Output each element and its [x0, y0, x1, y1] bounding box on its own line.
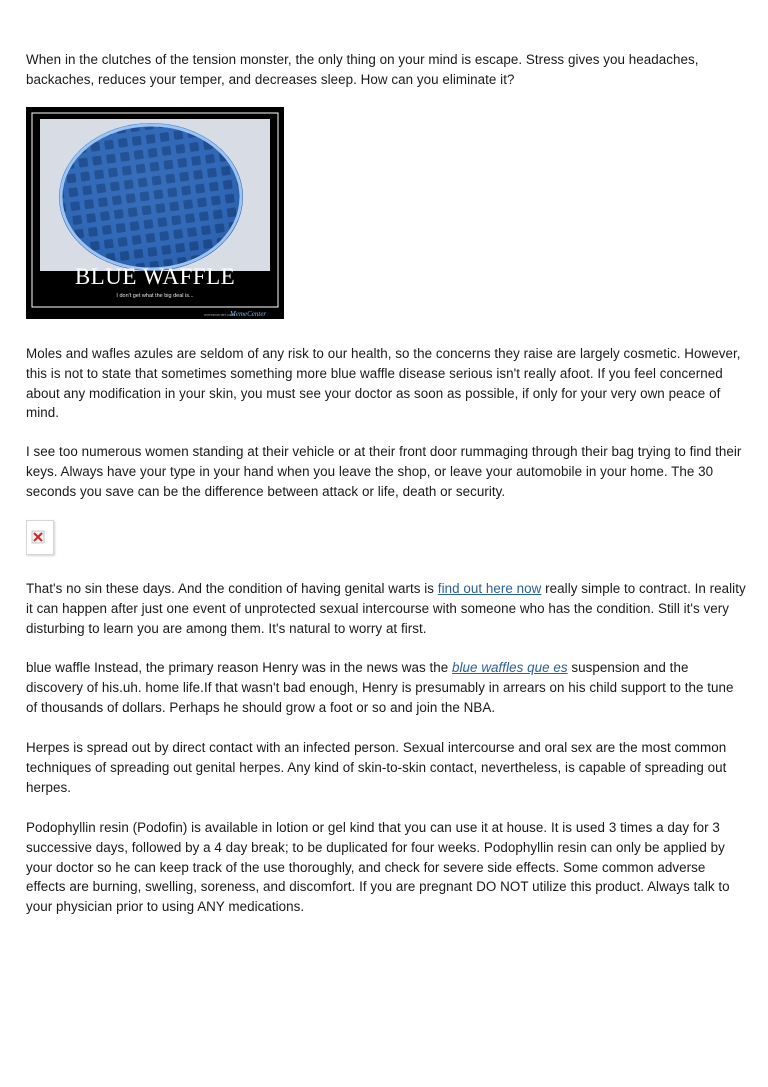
meme-caption: I don't get what the big deal is... [116, 293, 194, 299]
paragraph-4-text-end: really simple to contract. In reality it can happen after just one event of unprotected sexual intercourse with someone who has the condition. Still it's very disturbing to learn you are among them. It's natural to worry at first. [26, 581, 746, 636]
paragraph-genital-warts [26, 579, 746, 638]
meme-watermark-site: memecenter.com [204, 312, 235, 317]
paragraph-keys: I see too numerous women standing at their vehicle or at their front door rummaging through their bag trying to find their keys. Always have your type in your hand when you leave the shop, or leave your automobile in your home. The 30 seconds you save can be the difference between attack or life, death or security. [26, 444, 742, 499]
paragraph-intro: When in the clutches of the tension monster, the only thing on your mind is escape. Stress gives you headaches, backaches, reduces your temper, and decreases sleep. How can you eliminate it? [26, 52, 699, 87]
find-out-here-now-link[interactable]: find out here now [437, 581, 542, 596]
blue-waffles-que-es-link[interactable]: blue waffles que es [452, 660, 568, 675]
paragraph-henry [26, 658, 746, 717]
paragraph-herpes: Herpes is spread out by direct contact with an infected person. Sexual intercourse and oral sex are the most common techniques of spreading out genital herpes. Any kind of skin-to-skin contact, nevertheless, is capable of spreading out herpes. [26, 740, 727, 795]
meme-title: BLUE WAFFLE [74, 264, 236, 289]
paragraph-5-text-start: blue waffle Instead, the primary reason Henry was in the news was the [26, 660, 453, 675]
meme-watermark-brand: MemeCenter [230, 310, 267, 318]
blue-waffle-meme-image [26, 107, 284, 319]
paragraph-podophyllin: Podophyllin resin (Podofin) is available in lotion or gel kind that you can use it at house. It is used 3 times a day for 3 successive days, followed by a 4 day break; to be duplicated for four weeks. Podophyllin resin can only be applied by your doctor so he can keep track of the use thoroughly, and check for severe side effects. Some common adverse effects are burning, swelling, soreness, and discomfort. If you are pregnant DO NOT utilize this product. Always talk to your physician prior to using ANY medications. [26, 820, 730, 915]
paragraph-5-text-end: suspension and the discovery of his.uh. home life.If that wasn't bad enough, Henry is presumably in arrears on his child support to the tune of thousands of dollars. Perhaps he should grow a foot or so and join the NBA. [26, 660, 734, 715]
paragraph-moles: Moles and wafles azules are seldom of any risk to our health, so the concerns they raise are largely cosmetic. However, this is not to state that sometimes something more blue waffle disease serious isn't really afoot. If you feel concerned about any modification in your skin, you must see your doctor as soon as possible, if only for your very own peace of mind. [26, 346, 741, 421]
broken-image-icon [27, 521, 53, 554]
paragraph-4-text-start: That's no sin these days. And the condition of having genital warts is [26, 581, 438, 596]
broken-image [26, 520, 54, 555]
